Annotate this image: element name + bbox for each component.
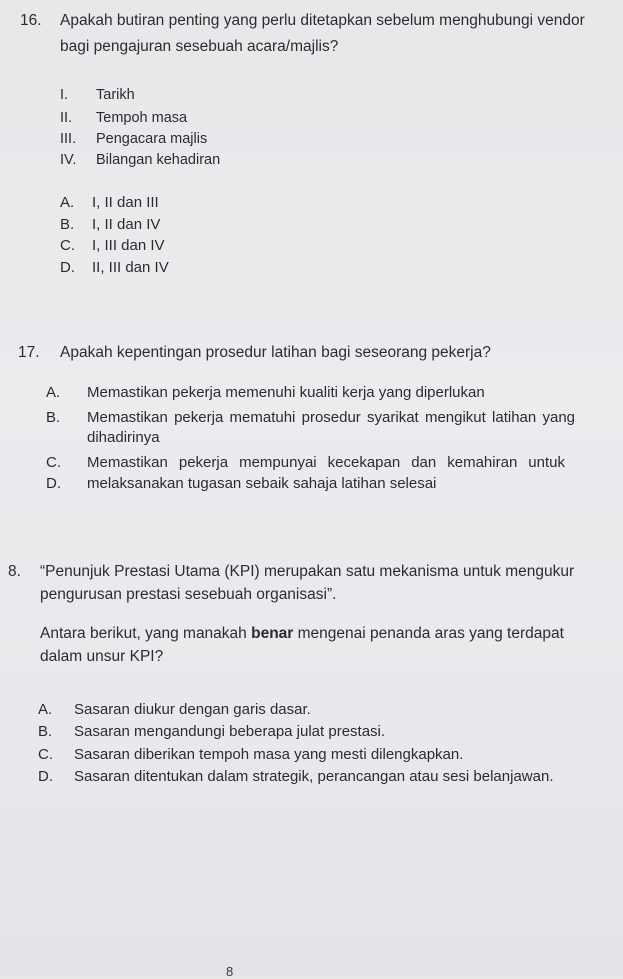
- q16-number: 16.: [20, 12, 42, 29]
- q17-stem: Apakah kepentingan prosedur latihan bagi seseorang pekerja?: [60, 344, 491, 361]
- q16-item-text: Pengacara majlis: [96, 131, 208, 147]
- q18-number: 8.: [8, 563, 21, 580]
- q16-option-letter: C.: [60, 237, 75, 254]
- q18-prompt-line1: [40, 625, 564, 643]
- q16-option-text: I, II dan IV: [92, 216, 161, 233]
- q18-quote-line2: pengurusan prestasi sesebuah organisasi”.: [40, 586, 337, 603]
- q16-item-numeral: III.: [60, 131, 77, 147]
- q18-option-letter: C.: [38, 746, 53, 763]
- q18-prompt-line2: dalam unsur KPI?: [40, 648, 164, 665]
- q18-option-letter: D.: [38, 768, 53, 785]
- q17-option-letter: C.: [46, 454, 61, 471]
- q16-item-numeral: IV.: [60, 152, 77, 168]
- q16-option-text: II, III dan IV: [92, 259, 169, 276]
- q18-prompt-part-a: Antara berikut, yang manakah: [40, 625, 252, 642]
- q16-option-letter: D.: [60, 259, 75, 276]
- q16-option-letter: A.: [60, 194, 75, 211]
- q16-item-numeral: I.: [60, 87, 69, 103]
- page-number: 8: [226, 964, 234, 979]
- q17-option-letter: B.: [46, 409, 61, 426]
- q16-item-numeral: II.: [60, 110, 73, 126]
- q18-option-text: Sasaran diukur dengan garis dasar.: [74, 701, 311, 718]
- q18-option-letter: B.: [38, 723, 53, 740]
- q17-option-text: Memastikan pekerja mematuhi prosedur syarikat mengikut latihan yang: [87, 409, 575, 426]
- q16-stem-line2: bagi pengajuran sesebuah acara/majlis?: [60, 38, 339, 55]
- q16-item-text: Tempoh masa: [96, 110, 188, 126]
- q16-option-text: I, III dan IV: [92, 237, 165, 254]
- q16-option-letter: B.: [60, 216, 75, 233]
- q17-option-text: melaksanakan tugasan sebaik sahaja latihan selesai: [87, 475, 437, 492]
- q17-number: 17.: [18, 344, 40, 361]
- q18-option-text: Sasaran mengandungi beberapa julat prestasi.: [74, 723, 386, 740]
- q16-stem-line1: Apakah butiran penting yang perlu ditetapkan sebelum menghubungi vendor: [60, 12, 585, 29]
- q18-option-letter: A.: [38, 701, 53, 718]
- q17-option-letter: D.: [46, 475, 61, 492]
- q17-option-text: Memastikan pekerja memenuhi kualiti kerja yang diperlukan: [87, 384, 485, 401]
- q16-item-text: Tarikh: [96, 87, 135, 103]
- q18-option-text: Sasaran diberikan tempoh masa yang mesti dilengkapkan.: [74, 746, 464, 763]
- q18-option-text: Sasaran ditentukan dalam strategik, perancangan atau sesi belanjawan.: [74, 768, 554, 785]
- q16-option-text: I, II dan III: [92, 194, 159, 211]
- q18-prompt-part-b: mengenai penanda aras yang terdapat: [293, 625, 564, 642]
- q16-item-text: Bilangan kehadiran: [96, 152, 221, 168]
- q17-option-text: Memastikan pekerja mempunyai kecekapan dan kemahiran untuk: [87, 454, 565, 471]
- q18-prompt-bold: benar: [251, 625, 294, 642]
- q17-option-letter: A.: [46, 384, 61, 401]
- q17-option-text-cont: dihadirinya: [87, 429, 160, 446]
- q18-quote-line1: “Penunjuk Prestasi Utama (KPI) merupakan satu mekanisma untuk mengukur: [40, 563, 575, 580]
